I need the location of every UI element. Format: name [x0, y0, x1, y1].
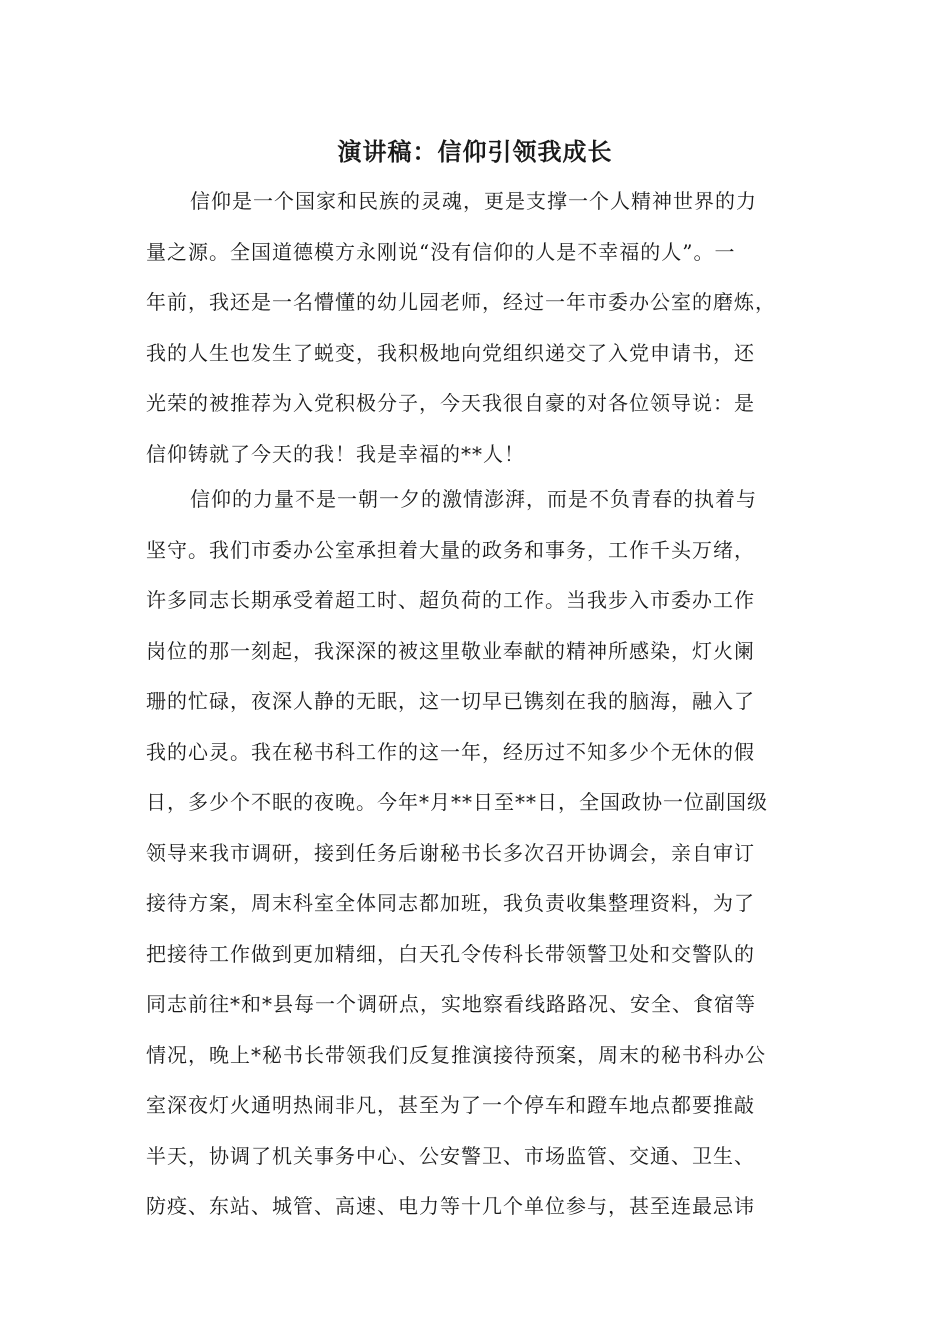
paragraph-line: 信仰的力量不是一朝一夕的激情澎湃，而是不负青春的执着与 [190, 487, 757, 511]
paragraph-line: 室深夜灯火通明热闹非凡，甚至为了一个停车和蹬车地点都要推敲 [146, 1093, 755, 1117]
paragraph-line: 情况，晚上*秘书长带领我们反复推演接待预案，周末的秘书科办公 [146, 1042, 766, 1067]
paragraph-line: 同志前往*和*县每一个调研点，实地察看线路路况、安全、食宿等 [146, 992, 756, 1016]
paragraph-2 [146, 474, 808, 1232]
paragraph-line: 半天，协调了机关事务中心、公安警卫、市场监管、交通、卫生、 [146, 1143, 755, 1168]
paragraph-line: 坚守。我们市委办公室承担着大量的政务和事务，工作千头万绪， [146, 537, 755, 562]
paragraph-line: 领导来我市调研，接到任务后谢秘书长多次召开协调会，亲自审订 [146, 840, 755, 865]
paragraph-line: 珊的忙碌，夜深人静的无眠，这一切早已镌刻在我的脑海，融入了 [146, 689, 755, 713]
paragraph-line: 把接待工作做到更加精细，白天孔令传科长带领警卫处和交警队的 [146, 941, 755, 966]
paragraph-line: 许多同志长期承受着超工时、超负荷的工作。当我步入市委办工作 [146, 588, 755, 612]
paragraph-line: 我的人生也发生了蜕变，我积极地向党组织递交了入党申请书，还 [146, 340, 755, 365]
paragraph-1 [146, 176, 808, 479]
paragraph-line: 信仰铸就了今天的我！我是幸福的**人！ [146, 441, 525, 466]
paragraph-line: 量之源。全国道德模方永刚说“没有信仰的人是不幸福的人”。一 [146, 239, 736, 264]
paragraph-line: 年前，我还是一名懵懂的幼儿园老师，经过一年市委办公室的磨炼， [146, 290, 776, 314]
paragraph-line: 防疫、东站、城管、高速、电力等十几个单位参与，甚至连最忌讳 [146, 1194, 755, 1218]
paragraph-line: 光荣的被推荐为入党积极分子，今天我很自豪的对各位领导说：是 [146, 391, 755, 415]
paragraph-line: 岗位的那一刻起，我深深的被这里敬业奉献的精神所感染，灯火阑 [146, 638, 755, 663]
paragraph-line: 接待方案，周末科室全体同志都加班，我负责收集整理资料，为了 [146, 891, 755, 915]
paragraph-line: 日，多少个不眠的夜晚。今年*月**日至**日，全国政协一位副国级 [146, 790, 768, 814]
document-title: 演讲稿：信仰引领我成长 [337, 138, 613, 166]
paragraph-line: 信仰是一个国家和民族的灵魂，更是支撑一个人精神世界的力 [190, 189, 757, 213]
paragraph-line: 我的心灵。我在秘书科工作的这一年，经历过不知多少个无休的假 [146, 739, 755, 764]
